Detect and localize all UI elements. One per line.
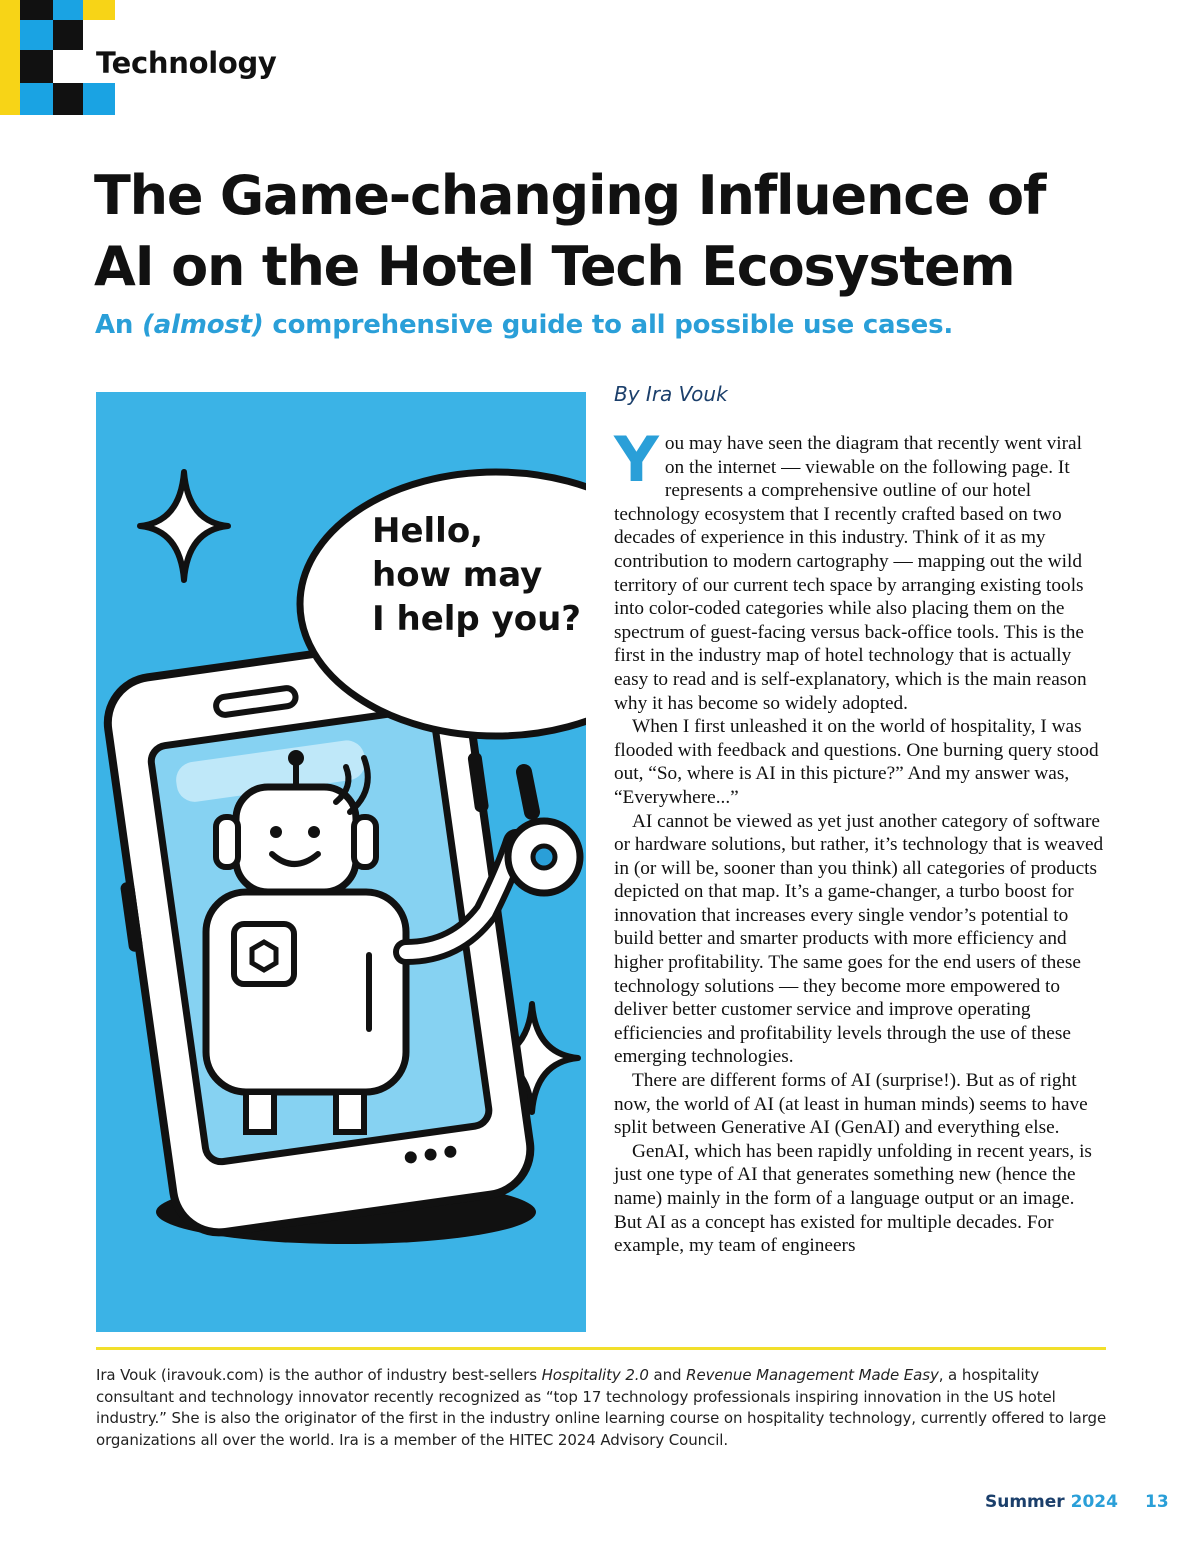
bio-text-1: Ira Vouk (iravouk.com) is the author of industry best-sellers xyxy=(96,1366,542,1384)
corner-block-blue-1 xyxy=(53,0,83,20)
bio-text-2: and xyxy=(648,1366,687,1384)
speech-line-3: I help you? xyxy=(372,599,582,639)
divider-rule xyxy=(96,1347,1106,1350)
paragraph-5: GenAI, which has been rapidly unfolding in recent years, is just one type of AI that generates something new (hence the name) mainly in the form of a language output or an image. But AI as a concept has existed for multiple decades. For example, my team of engineers xyxy=(614,1140,1092,1257)
speech-line-1: Hello, xyxy=(372,511,484,551)
paragraph-1 xyxy=(614,423,1106,715)
title-line-1: The Game-changing Influence of xyxy=(94,164,1046,227)
page-number: 13 xyxy=(1145,1492,1169,1512)
author-bio xyxy=(96,1365,1108,1451)
footer-season: Summer xyxy=(985,1492,1065,1512)
sparkle-icon xyxy=(140,472,228,580)
section-label: Technology xyxy=(96,46,277,80)
speech-line-2: how may xyxy=(372,555,543,595)
article-title xyxy=(94,160,1094,302)
footer-issue xyxy=(985,1492,1118,1512)
byline: By Ira Vouk xyxy=(614,382,728,406)
corner-block-blue-3 xyxy=(20,83,53,115)
corner-block-black-1 xyxy=(20,0,53,20)
article-subtitle xyxy=(95,310,953,340)
paragraph-2: When I first unleashed it on the world of hospitality, I was flooded with feedback and questions. One burning query stood out, “So, where is AI in this picture?” And my answer was, “Everywhere...” xyxy=(614,716,1099,808)
title-line-2: AI on the Hotel Tech Ecosystem xyxy=(94,235,1015,298)
robot-phone-illustration xyxy=(96,392,586,1332)
article-body xyxy=(614,423,1106,1258)
corner-block-black-2 xyxy=(53,20,83,50)
corner-block-yellow-2 xyxy=(83,0,115,20)
corner-block-blue-2 xyxy=(20,20,53,50)
corner-block-blue-4 xyxy=(83,83,115,115)
bio-text-3: , a hospitality consultant and technology innovator recently recognized as “top 17 technology professionals inspiring innovation in the US hotel industry.” She is also the originator of the first in the industry online learning course on hospitality technology, currently offered to large organizations all over the world. Ira is a member of the HITEC 2024 Advisory Council. xyxy=(96,1366,1107,1449)
subtitle-post: comprehensive guide to all possible use cases. xyxy=(263,310,954,340)
paragraph-1-text: ou may have seen the diagram that recently went viral on the internet — viewable on the following page. It represents a comprehensive outline of our hotel technology ecosystem that I recently crafted based on two decades of experience in this industry. Think of it as my contribution to modern cartography — mapping out the wild territory of our current tech space by arranging existing tools into color-coded categories while also placing them on the spectrum of guest-facing versus back-office tools. This is the first in the industry map of hotel technology that is actually easy to read and is self-explanatory, which is the main reason why it has become so widely adopted. xyxy=(614,433,1087,714)
subtitle-emphasis: (almost) xyxy=(142,310,264,340)
corner-block-black-3 xyxy=(20,50,53,83)
footer-year: 2024 xyxy=(1070,1492,1118,1512)
bio-book-1: Hospitality 2.0 xyxy=(541,1366,649,1384)
paragraph-4: There are different forms of AI (surprise!). But as of right now, the world of AI (at least in human minds) seems to have split between Generative AI (GenAI) and everything else. xyxy=(614,1070,1088,1139)
robot-phone-svg xyxy=(96,392,586,1332)
corner-block-yellow-top xyxy=(0,0,20,115)
drop-cap: Y xyxy=(614,423,659,496)
paragraph-3: AI cannot be viewed as yet just another category of software or hardware solutions, but rather, it’s technology that is weaved in (or will be, sooner than you think) all categories of products depicted on that map. It’s a game-changer, a turbo boost for innovation that increases every single vendor’s potential to build better and smarter products with more efficiency and higher profitability. The same goes for the end users of these technology solutions — they become more empowered to deliver better customer service and improve operating efficiencies and profitability levels through the use of these emerging technologies. xyxy=(614,810,1104,1068)
bio-book-2: Revenue Management Made Easy xyxy=(686,1366,939,1384)
corner-block-black-4 xyxy=(53,83,83,115)
subtitle-pre: An xyxy=(95,310,143,340)
